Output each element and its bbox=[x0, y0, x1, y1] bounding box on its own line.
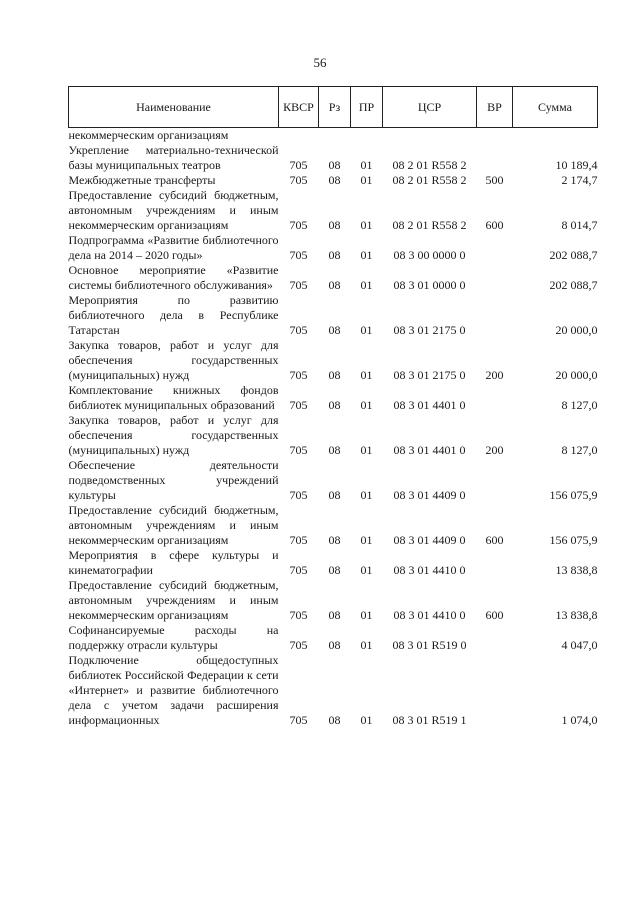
cell-rz bbox=[319, 128, 351, 144]
header-name: Наименование bbox=[69, 87, 279, 128]
cell-kvsr: 705 bbox=[289, 443, 308, 457]
cell-pr: 01 bbox=[360, 713, 373, 727]
cell-rz: 08 bbox=[328, 323, 341, 337]
table-row bbox=[69, 293, 598, 338]
cell-csr: 08 2 01 R558 2 bbox=[392, 158, 467, 172]
row-name-text: Мероприятия по развитию библиотечного дела в Республике Татарстан bbox=[68, 293, 279, 337]
cell-sum: 202 088,7 bbox=[549, 278, 598, 292]
table-body bbox=[69, 128, 598, 729]
table-row bbox=[69, 503, 598, 548]
cell-rz: 08 bbox=[328, 278, 341, 292]
cell-pr: 01 bbox=[360, 443, 373, 457]
table-header-row bbox=[69, 87, 598, 128]
cell-vr bbox=[477, 383, 513, 413]
cell-csr: 08 3 01 R519 0 bbox=[392, 638, 467, 652]
row-name-text: Комплектование книжных фондов библиотек муниципальных образований bbox=[68, 383, 279, 412]
cell-pr: 01 bbox=[360, 173, 373, 187]
cell-vr: 600 bbox=[485, 608, 504, 622]
table-row bbox=[69, 173, 598, 188]
cell-name bbox=[69, 293, 279, 338]
cell-name bbox=[69, 503, 279, 548]
header-vr: ВР bbox=[477, 87, 513, 128]
cell-csr: 08 3 01 4410 0 bbox=[393, 608, 466, 622]
cell-vr: 600 bbox=[485, 533, 504, 547]
cell-kvsr: 705 bbox=[289, 533, 308, 547]
cell-rz: 08 bbox=[328, 638, 341, 652]
header-csr: ЦСР bbox=[383, 87, 477, 128]
cell-vr bbox=[477, 548, 513, 578]
cell-pr: 01 bbox=[360, 248, 373, 262]
cell-rz: 08 bbox=[328, 488, 341, 502]
cell-kvsr: 705 bbox=[289, 218, 308, 232]
row-name-text: Межбюджетные трансферты bbox=[68, 173, 216, 187]
cell-name bbox=[69, 578, 279, 623]
header-kvsr: КВСР bbox=[279, 87, 319, 128]
table-row bbox=[69, 458, 598, 503]
cell-sum: 1 074,0 bbox=[561, 713, 598, 727]
cell-csr: 08 3 01 2175 0 bbox=[393, 323, 466, 337]
row-name-text: Обеспечение деятельности подведомственных учреждений культуры bbox=[68, 458, 279, 502]
table-row bbox=[69, 143, 598, 173]
cell-vr: 200 bbox=[485, 443, 504, 457]
cell-kvsr: 705 bbox=[289, 323, 308, 337]
cell-name bbox=[69, 233, 279, 263]
cell-csr: 08 3 01 4409 0 bbox=[393, 533, 466, 547]
cell-kvsr: 705 bbox=[289, 608, 308, 622]
cell-rz: 08 bbox=[328, 608, 341, 622]
cell-vr bbox=[477, 143, 513, 173]
cell-pr: 01 bbox=[360, 368, 373, 382]
cell-name bbox=[69, 458, 279, 503]
cell-csr: 08 3 01 4401 0 bbox=[393, 443, 466, 457]
cell-vr: 500 bbox=[485, 173, 504, 187]
cell-sum: 8 127,0 bbox=[561, 398, 598, 412]
cell-name bbox=[69, 548, 279, 578]
row-name-text: Подпрограмма «Развитие библиотечного дела на 2014 – 2020 годы» bbox=[68, 233, 279, 262]
cell-csr: 08 3 01 0000 0 bbox=[393, 278, 466, 292]
cell-pr: 01 bbox=[360, 323, 373, 337]
cell-sum: 20 000,0 bbox=[555, 368, 598, 382]
cell-name bbox=[69, 653, 279, 728]
cell-kvsr: 705 bbox=[289, 488, 308, 502]
cell-rz: 08 bbox=[328, 563, 341, 577]
cell-pr: 01 bbox=[360, 488, 373, 502]
cell-csr: 08 3 01 4409 0 bbox=[393, 488, 466, 502]
header-sum: Сумма bbox=[513, 87, 598, 128]
cell-kvsr: 705 bbox=[289, 173, 308, 187]
cell-rz: 08 bbox=[328, 398, 341, 412]
cell-name bbox=[69, 623, 279, 653]
row-name-text: некоммерческим организациям bbox=[68, 128, 229, 142]
cell-name bbox=[69, 338, 279, 383]
cell-pr: 01 bbox=[360, 608, 373, 622]
cell-vr bbox=[477, 128, 513, 144]
cell-vr bbox=[477, 293, 513, 338]
cell-name bbox=[69, 263, 279, 293]
cell-pr: 01 bbox=[360, 278, 373, 292]
cell-csr: 08 2 01 R558 2 bbox=[392, 218, 467, 232]
row-name-text: Подключение общедоступных библиотек Российской Федерации к сети «Интернет» и развитие библиотечного дела с учетом задачи расширения информационных bbox=[68, 653, 279, 727]
cell-kvsr: 705 bbox=[289, 368, 308, 382]
cell-sum: 2 174,7 bbox=[561, 173, 598, 187]
table-row bbox=[69, 383, 598, 413]
cell-kvsr: 705 bbox=[289, 158, 308, 172]
cell-name bbox=[69, 128, 279, 144]
table-row bbox=[69, 233, 598, 263]
table-row bbox=[69, 128, 598, 144]
table-row bbox=[69, 188, 598, 233]
cell-name bbox=[69, 383, 279, 413]
cell-vr: 200 bbox=[485, 368, 504, 382]
table-row bbox=[69, 338, 598, 383]
cell-sum: 202 088,7 bbox=[549, 248, 598, 262]
table-row bbox=[69, 623, 598, 653]
row-name-text: Предоставление субсидий бюджетным, автономным учреждениям и иным некоммерческим организациям bbox=[68, 578, 279, 622]
cell-pr: 01 bbox=[360, 563, 373, 577]
cell-sum: 156 075,9 bbox=[549, 488, 598, 502]
row-name-text: Предоставление субсидий бюджетным, автономным учреждениям и иным некоммерческим организациям bbox=[68, 188, 279, 232]
header-pr: ПР bbox=[351, 87, 383, 128]
cell-vr bbox=[477, 263, 513, 293]
cell-pr: 01 bbox=[360, 398, 373, 412]
cell-vr bbox=[477, 233, 513, 263]
cell-rz: 08 bbox=[328, 248, 341, 262]
cell-sum: 4 047,0 bbox=[561, 638, 598, 652]
cell-pr: 01 bbox=[360, 218, 373, 232]
cell-csr bbox=[383, 128, 477, 144]
cell-rz: 08 bbox=[328, 443, 341, 457]
cell-sum: 8 014,7 bbox=[561, 218, 598, 232]
cell-pr: 01 bbox=[360, 533, 373, 547]
cell-name bbox=[69, 173, 279, 188]
cell-csr: 08 3 01 4401 0 bbox=[393, 398, 466, 412]
cell-pr bbox=[351, 128, 383, 144]
row-name-text: Закупка товаров, работ и услуг для обеспечения государственных (муниципальных) нужд bbox=[68, 338, 279, 382]
cell-sum: 156 075,9 bbox=[549, 533, 598, 547]
cell-rz: 08 bbox=[328, 533, 341, 547]
cell-kvsr: 705 bbox=[289, 638, 308, 652]
cell-csr: 08 3 00 0000 0 bbox=[393, 248, 466, 262]
row-name-text: Основное мероприятие «Развитие системы библиотечного обслуживания» bbox=[68, 263, 279, 292]
cell-vr: 600 bbox=[485, 218, 504, 232]
cell-sum: 13 838,8 bbox=[555, 608, 598, 622]
cell-kvsr: 705 bbox=[289, 398, 308, 412]
cell-sum: 20 000,0 bbox=[555, 323, 598, 337]
cell-rz: 08 bbox=[328, 218, 341, 232]
cell-sum: 10 189,4 bbox=[555, 158, 598, 172]
cell-pr: 01 bbox=[360, 638, 373, 652]
row-name-text: Закупка товаров, работ и услуг для обеспечения государственных (муниципальных) нужд bbox=[68, 413, 279, 457]
cell-kvsr: 705 bbox=[289, 713, 308, 727]
cell-rz: 08 bbox=[328, 173, 341, 187]
header-rz: Рз bbox=[319, 87, 351, 128]
cell-csr: 08 3 01 2175 0 bbox=[393, 368, 466, 382]
cell-kvsr: 705 bbox=[289, 278, 308, 292]
cell-sum: 13 838,8 bbox=[555, 563, 598, 577]
table-row bbox=[69, 653, 598, 728]
cell-sum bbox=[513, 128, 598, 144]
cell-csr: 08 3 01 R519 1 bbox=[392, 713, 467, 727]
row-name-text: Укрепление материально-технической базы муниципальных театров bbox=[68, 143, 279, 172]
table-row bbox=[69, 578, 598, 623]
cell-rz: 08 bbox=[328, 158, 341, 172]
cell-pr: 01 bbox=[360, 158, 373, 172]
cell-name bbox=[69, 143, 279, 173]
cell-vr bbox=[477, 653, 513, 728]
table-row bbox=[69, 548, 598, 578]
cell-rz: 08 bbox=[328, 713, 341, 727]
cell-name bbox=[69, 188, 279, 233]
page-number: 56 bbox=[313, 55, 327, 70]
budget-table bbox=[68, 86, 598, 728]
cell-rz: 08 bbox=[328, 368, 341, 382]
cell-csr: 08 3 01 4410 0 bbox=[393, 563, 466, 577]
cell-vr bbox=[477, 458, 513, 503]
cell-sum: 8 127,0 bbox=[561, 443, 598, 457]
row-name-text: Предоставление субсидий бюджетным, автономным учреждениям и иным некоммерческим организациям bbox=[68, 503, 279, 547]
cell-vr bbox=[477, 623, 513, 653]
table-row bbox=[69, 263, 598, 293]
cell-kvsr bbox=[279, 128, 319, 144]
cell-kvsr: 705 bbox=[289, 563, 308, 577]
row-name-text: Мероприятия в сфере культуры и кинематографии bbox=[68, 548, 279, 577]
row-name-text: Софинансируемые расходы на поддержку отрасли культуры bbox=[68, 623, 279, 652]
table-row bbox=[69, 413, 598, 458]
cell-kvsr: 705 bbox=[289, 248, 308, 262]
cell-csr: 08 2 01 R558 2 bbox=[392, 173, 467, 187]
cell-name bbox=[69, 413, 279, 458]
